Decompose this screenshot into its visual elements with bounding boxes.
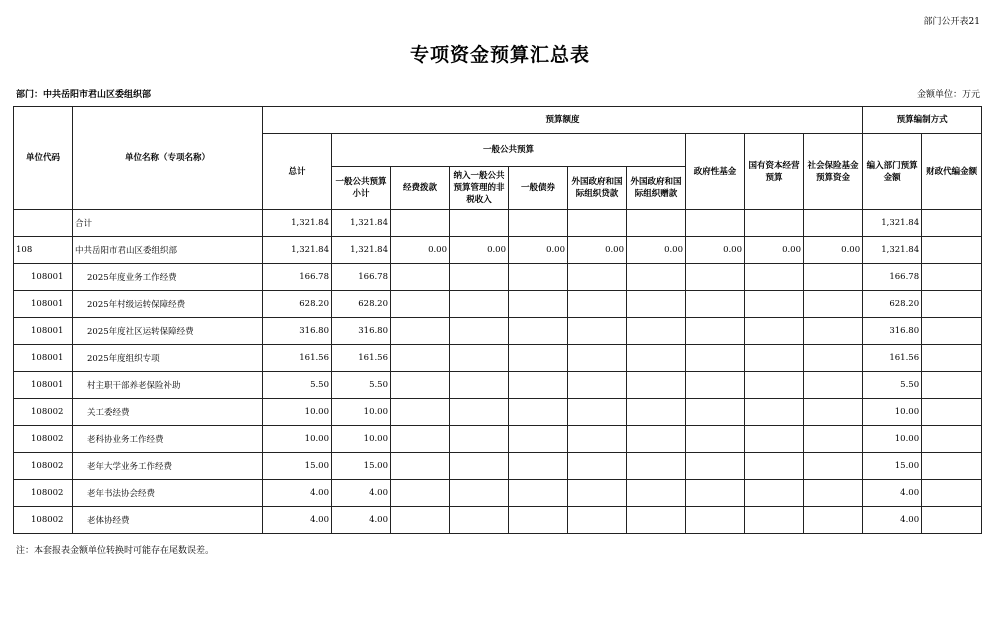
cell-nontax <box>450 453 509 480</box>
cell-total: 4.00 <box>263 480 332 507</box>
cell-code: 108002 <box>14 507 73 534</box>
form-number: 部门公开表21 <box>923 17 980 27</box>
cell-agency <box>922 210 982 237</box>
cell-nontax <box>450 507 509 534</box>
cell-funding: 0.00 <box>391 237 450 264</box>
cell-funding <box>391 264 450 291</box>
cell-name: 老年书法协会经费 <box>73 480 263 507</box>
cell-funding <box>391 372 450 399</box>
unit-label: 金额单位：万元 <box>916 90 980 100</box>
cell-statecap <box>745 264 804 291</box>
cell-loans <box>568 210 627 237</box>
cell-bonds <box>509 399 568 426</box>
footnote: 注：本套报表金额单位转换时可能存在尾数误差。 <box>16 546 215 556</box>
table-row <box>14 210 982 237</box>
cell-bonds <box>509 210 568 237</box>
cell-intodept: 4.00 <box>863 507 922 534</box>
cell-nontax <box>450 426 509 453</box>
cell-statecap <box>745 291 804 318</box>
cell-loans <box>568 264 627 291</box>
cell-social <box>804 453 863 480</box>
cell-nontax <box>450 399 509 426</box>
cell-intodept: 166.78 <box>863 264 922 291</box>
cell-agency <box>922 426 982 453</box>
cell-statecap <box>745 453 804 480</box>
table-row <box>14 372 982 399</box>
cell-intodept: 1,321.84 <box>863 237 922 264</box>
cell-subtotal: 15.00 <box>332 453 391 480</box>
cell-funding <box>391 291 450 318</box>
cell-code: 108001 <box>14 264 73 291</box>
table-body <box>14 210 982 534</box>
cell-statecap <box>745 372 804 399</box>
cell-bonds <box>509 453 568 480</box>
cell-govfund <box>686 345 745 372</box>
cell-subtotal: 5.50 <box>332 372 391 399</box>
cell-subtotal: 161.56 <box>332 345 391 372</box>
header-general-public-budget: 一般公共预算 <box>332 134 686 167</box>
cell-govfund <box>686 480 745 507</box>
cell-name: 老体协经费 <box>73 507 263 534</box>
cell-social <box>804 264 863 291</box>
cell-loans <box>568 426 627 453</box>
cell-intodept: 5.50 <box>863 372 922 399</box>
cell-statecap <box>745 426 804 453</box>
cell-funding <box>391 507 450 534</box>
cell-grants <box>627 507 686 534</box>
cell-total: 4.00 <box>263 507 332 534</box>
cell-agency <box>922 399 982 426</box>
header-general-subtotal: 一般公共预算小计 <box>332 167 391 210</box>
cell-name: 2025年度社区运转保障经费 <box>73 318 263 345</box>
cell-total: 161.56 <box>263 345 332 372</box>
cell-nontax <box>450 318 509 345</box>
cell-social <box>804 318 863 345</box>
cell-bonds <box>509 372 568 399</box>
cell-subtotal: 4.00 <box>332 480 391 507</box>
cell-govfund <box>686 426 745 453</box>
cell-govfund <box>686 453 745 480</box>
cell-total: 316.80 <box>263 318 332 345</box>
cell-statecap: 0.00 <box>745 237 804 264</box>
header-foreign-loans: 外国政府和国际组织贷款 <box>568 167 627 210</box>
cell-name: 2025年度组织专项 <box>73 345 263 372</box>
cell-name: 合计 <box>73 210 263 237</box>
cell-govfund <box>686 318 745 345</box>
cell-govfund <box>686 291 745 318</box>
cell-loans <box>568 318 627 345</box>
cell-intodept: 316.80 <box>863 318 922 345</box>
cell-govfund <box>686 210 745 237</box>
cell-name: 关工委经费 <box>73 399 263 426</box>
cell-govfund <box>686 399 745 426</box>
cell-agency <box>922 345 982 372</box>
cell-funding <box>391 480 450 507</box>
header-state-capital: 国有资本经营预算 <box>745 134 804 210</box>
cell-funding <box>391 453 450 480</box>
cell-grants <box>627 426 686 453</box>
cell-social <box>804 210 863 237</box>
cell-nontax <box>450 264 509 291</box>
cell-nontax: 0.00 <box>450 237 509 264</box>
cell-total: 628.20 <box>263 291 332 318</box>
cell-social: 0.00 <box>804 237 863 264</box>
header-total: 总计 <box>263 134 332 210</box>
cell-code <box>14 210 73 237</box>
cell-social <box>804 372 863 399</box>
cell-bonds <box>509 318 568 345</box>
table-row <box>14 453 982 480</box>
table-row <box>14 507 982 534</box>
cell-agency <box>922 237 982 264</box>
cell-bonds <box>509 426 568 453</box>
cell-subtotal: 10.00 <box>332 399 391 426</box>
header-into-dept: 编入部门预算金额 <box>863 134 922 210</box>
cell-govfund: 0.00 <box>686 237 745 264</box>
cell-intodept: 10.00 <box>863 426 922 453</box>
cell-social <box>804 507 863 534</box>
cell-nontax <box>450 345 509 372</box>
cell-funding <box>391 426 450 453</box>
cell-statecap <box>745 507 804 534</box>
cell-bonds <box>509 264 568 291</box>
cell-grants <box>627 264 686 291</box>
cell-statecap <box>745 345 804 372</box>
cell-loans: 0.00 <box>568 237 627 264</box>
header-compile-method: 预算编制方式 <box>863 107 982 134</box>
cell-nontax <box>450 291 509 318</box>
cell-grants <box>627 318 686 345</box>
cell-subtotal: 4.00 <box>332 507 391 534</box>
header-gov-fund: 政府性基金 <box>686 134 745 210</box>
cell-code: 108002 <box>14 426 73 453</box>
header-funding-allocation: 经费拨款 <box>391 167 450 210</box>
cell-loans <box>568 372 627 399</box>
cell-statecap <box>745 210 804 237</box>
cell-statecap <box>745 480 804 507</box>
cell-grants <box>627 291 686 318</box>
department-label: 部门：中共岳阳市君山区委组织部 <box>16 90 152 100</box>
cell-name: 老科协业务工作经费 <box>73 426 263 453</box>
cell-statecap <box>745 399 804 426</box>
cell-subtotal: 166.78 <box>332 264 391 291</box>
cell-loans <box>568 291 627 318</box>
cell-grants <box>627 372 686 399</box>
budget-table <box>13 106 982 534</box>
table-row <box>14 264 982 291</box>
cell-agency <box>922 264 982 291</box>
cell-name: 2025年度业务工作经费 <box>73 264 263 291</box>
cell-agency <box>922 372 982 399</box>
cell-total: 1,321.84 <box>263 210 332 237</box>
cell-code: 108002 <box>14 480 73 507</box>
cell-code: 108001 <box>14 345 73 372</box>
cell-agency <box>922 318 982 345</box>
table-row <box>14 480 982 507</box>
cell-name: 老年大学业务工作经费 <box>73 453 263 480</box>
cell-govfund <box>686 372 745 399</box>
cell-subtotal: 10.00 <box>332 426 391 453</box>
cell-agency <box>922 507 982 534</box>
cell-code: 108 <box>14 237 73 264</box>
cell-grants <box>627 453 686 480</box>
header-nontax-revenue: 纳入一般公共预算管理的非税收入 <box>450 167 509 210</box>
cell-loans <box>568 399 627 426</box>
cell-statecap <box>745 318 804 345</box>
cell-agency <box>922 291 982 318</box>
table-row <box>14 345 982 372</box>
header-fiscal-agency: 财政代编金额 <box>922 134 982 210</box>
cell-social <box>804 399 863 426</box>
cell-code: 108001 <box>14 372 73 399</box>
cell-intodept: 4.00 <box>863 480 922 507</box>
cell-funding <box>391 210 450 237</box>
cell-social <box>804 291 863 318</box>
cell-govfund <box>686 264 745 291</box>
header-social-insurance: 社会保险基金预算资金 <box>804 134 863 210</box>
cell-code: 108002 <box>14 453 73 480</box>
cell-name: 中共岳阳市君山区委组织部 <box>73 237 263 264</box>
cell-name: 村主职干部养老保险补助 <box>73 372 263 399</box>
cell-intodept: 15.00 <box>863 453 922 480</box>
cell-total: 10.00 <box>263 426 332 453</box>
cell-code: 108002 <box>14 399 73 426</box>
table-row <box>14 426 982 453</box>
cell-loans <box>568 480 627 507</box>
table-row <box>14 399 982 426</box>
cell-grants <box>627 480 686 507</box>
cell-intodept: 628.20 <box>863 291 922 318</box>
cell-bonds: 0.00 <box>509 237 568 264</box>
cell-loans <box>568 507 627 534</box>
cell-intodept: 1,321.84 <box>863 210 922 237</box>
page-title: 专项资金预算汇总表 <box>409 44 590 66</box>
cell-govfund <box>686 507 745 534</box>
header-general-bonds: 一般债券 <box>509 167 568 210</box>
cell-subtotal: 1,321.84 <box>332 210 391 237</box>
cell-grants <box>627 345 686 372</box>
cell-total: 10.00 <box>263 399 332 426</box>
table-row <box>14 291 982 318</box>
cell-loans <box>568 345 627 372</box>
cell-grants <box>627 399 686 426</box>
table-row <box>14 237 982 264</box>
header-budget-amount: 预算额度 <box>263 107 863 134</box>
cell-total: 15.00 <box>263 453 332 480</box>
cell-subtotal: 1,321.84 <box>332 237 391 264</box>
cell-name: 2025年村级运转保障经费 <box>73 291 263 318</box>
table-row <box>14 318 982 345</box>
cell-nontax <box>450 210 509 237</box>
cell-nontax <box>450 372 509 399</box>
cell-agency <box>922 480 982 507</box>
cell-subtotal: 628.20 <box>332 291 391 318</box>
cell-funding <box>391 345 450 372</box>
cell-funding <box>391 399 450 426</box>
cell-subtotal: 316.80 <box>332 318 391 345</box>
cell-agency <box>922 453 982 480</box>
cell-intodept: 161.56 <box>863 345 922 372</box>
cell-total: 5.50 <box>263 372 332 399</box>
cell-total: 1,321.84 <box>263 237 332 264</box>
cell-bonds <box>509 291 568 318</box>
cell-grants: 0.00 <box>627 237 686 264</box>
cell-total: 166.78 <box>263 264 332 291</box>
cell-code: 108001 <box>14 318 73 345</box>
header-unit-name: 单位名称（专项名称） <box>73 107 263 210</box>
cell-grants <box>627 210 686 237</box>
cell-social <box>804 480 863 507</box>
header-unit-code: 单位代码 <box>14 107 73 210</box>
cell-bonds <box>509 480 568 507</box>
cell-intodept: 10.00 <box>863 399 922 426</box>
cell-code: 108001 <box>14 291 73 318</box>
header-foreign-grants: 外国政府和国际组织赠款 <box>627 167 686 210</box>
cell-bonds <box>509 507 568 534</box>
cell-social <box>804 345 863 372</box>
cell-social <box>804 426 863 453</box>
cell-bonds <box>509 345 568 372</box>
cell-loans <box>568 453 627 480</box>
cell-nontax <box>450 480 509 507</box>
cell-funding <box>391 318 450 345</box>
